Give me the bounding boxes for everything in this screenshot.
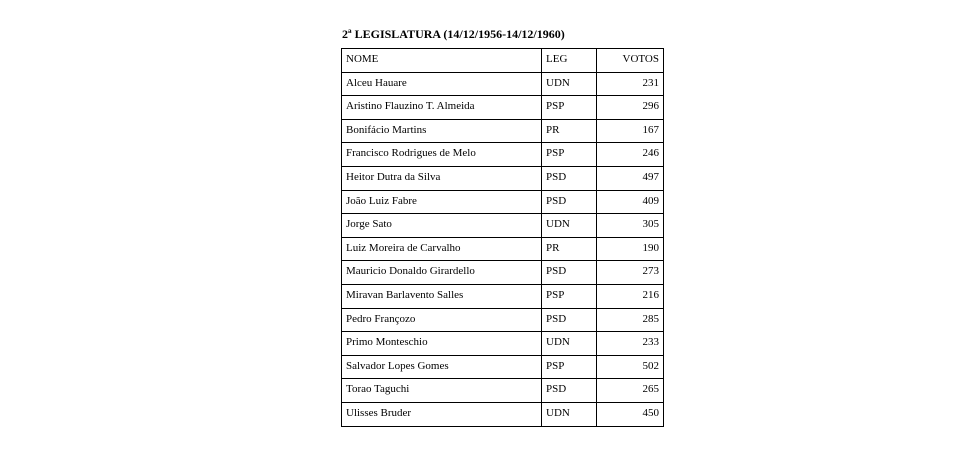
cell-party: UDN: [542, 332, 597, 356]
cell-votes: 216: [597, 284, 664, 308]
cell-name: Torao Taguchi: [342, 379, 542, 403]
cell-name: Mauricio Donaldo Girardello: [342, 261, 542, 285]
cell-votes: 285: [597, 308, 664, 332]
document-title: 2ª LEGISLATURA (14/12/1956-14/12/1960): [342, 27, 565, 41]
table-row: [342, 119, 664, 143]
cell-votes: 409: [597, 190, 664, 214]
cell-votes: 231: [597, 72, 664, 96]
cell-name: Francisco Rodrigues de Melo: [342, 143, 542, 167]
cell-votes: 305: [597, 214, 664, 238]
cell-party: PSP: [542, 143, 597, 167]
table-row: [342, 72, 664, 96]
cell-name: Aristino Flauzino T. Almeida: [342, 96, 542, 120]
cell-party: PSD: [542, 190, 597, 214]
votes-table: [341, 48, 664, 427]
cell-name: Miravan Barlavento Salles: [342, 284, 542, 308]
column-header-name: NOME: [342, 49, 542, 73]
cell-name: Bonifácio Martins: [342, 119, 542, 143]
table-row: [342, 284, 664, 308]
column-header-votes: VOTOS: [597, 49, 664, 73]
table-row: [342, 402, 664, 426]
table-row: [342, 96, 664, 120]
table-header-row: [342, 49, 664, 73]
cell-party: PSP: [542, 355, 597, 379]
cell-name: Alceu Hauare: [342, 72, 542, 96]
cell-votes: 167: [597, 119, 664, 143]
cell-party: PSP: [542, 96, 597, 120]
cell-party: PSP: [542, 284, 597, 308]
cell-name: Jorge Sato: [342, 214, 542, 238]
cell-votes: 265: [597, 379, 664, 403]
cell-votes: 233: [597, 332, 664, 356]
cell-party: PR: [542, 119, 597, 143]
cell-party: UDN: [542, 214, 597, 238]
table-row: [342, 308, 664, 332]
table-body: [342, 72, 664, 426]
cell-votes: 296: [597, 96, 664, 120]
cell-name: Salvador Lopes Gomes: [342, 355, 542, 379]
cell-name: João Luiz Fabre: [342, 190, 542, 214]
cell-votes: 190: [597, 237, 664, 261]
cell-votes: 502: [597, 355, 664, 379]
cell-party: UDN: [542, 72, 597, 96]
cell-name: Luiz Moreira de Carvalho: [342, 237, 542, 261]
table-row: [342, 379, 664, 403]
cell-name: Primo Monteschio: [342, 332, 542, 356]
table-row: [342, 166, 664, 190]
cell-party: PR: [542, 237, 597, 261]
cell-party: PSD: [542, 166, 597, 190]
cell-name: Ulisses Bruder: [342, 402, 542, 426]
table-row: [342, 355, 664, 379]
cell-party: PSD: [542, 261, 597, 285]
table-row: [342, 261, 664, 285]
cell-name: Heitor Dutra da Silva: [342, 166, 542, 190]
cell-party: PSD: [542, 379, 597, 403]
table-row: [342, 332, 664, 356]
cell-votes: 497: [597, 166, 664, 190]
cell-votes: 450: [597, 402, 664, 426]
cell-votes: 273: [597, 261, 664, 285]
column-header-leg: LEG: [542, 49, 597, 73]
table-row: [342, 214, 664, 238]
cell-name: Pedro Françozo: [342, 308, 542, 332]
table-row: [342, 237, 664, 261]
cell-votes: 246: [597, 143, 664, 167]
table-row: [342, 143, 664, 167]
table-row: [342, 190, 664, 214]
cell-party: PSD: [542, 308, 597, 332]
cell-party: UDN: [542, 402, 597, 426]
